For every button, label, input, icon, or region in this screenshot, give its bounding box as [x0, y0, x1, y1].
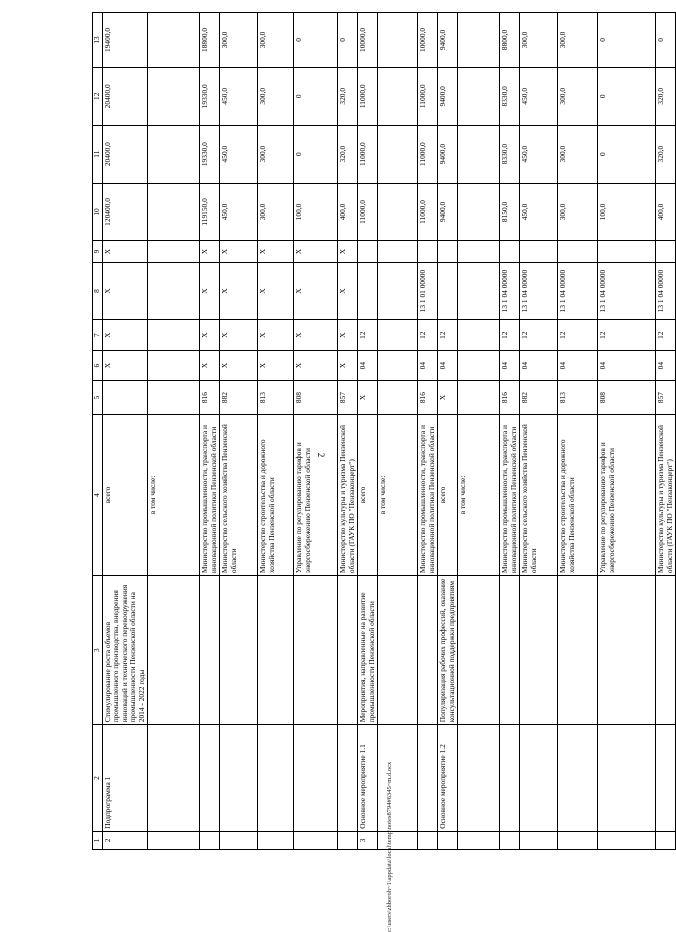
table-cell: 816 — [500, 381, 520, 414]
table-cell — [148, 831, 200, 849]
table-cell — [656, 831, 676, 849]
table-cell — [656, 576, 676, 725]
table-cell: 300,0 — [258, 13, 294, 68]
table-cell — [258, 576, 294, 725]
table-cell: в том числе: — [148, 414, 200, 575]
table-cell: X — [438, 381, 458, 414]
table-cell — [220, 576, 258, 725]
table-cell: 04 — [558, 350, 598, 380]
table-cell: 0 — [598, 125, 656, 183]
table-cell: 13 1 04 00000 — [500, 262, 520, 320]
table-cell — [258, 725, 294, 832]
table-cell — [148, 125, 200, 183]
table-cell: 18800,0 — [200, 13, 220, 68]
table-cell: X — [102, 350, 148, 380]
table-cell — [458, 183, 500, 241]
table-cell: 400,0 — [656, 183, 676, 241]
table-cell — [418, 576, 438, 725]
table-cell — [378, 350, 418, 380]
table-cell: 13 1 04 00000 — [598, 262, 656, 320]
table-cell: 100,0 — [294, 183, 338, 241]
table-cell: X — [338, 262, 358, 320]
table-cell — [338, 725, 358, 832]
table-row — [294, 13, 338, 850]
table-cell: 10000,0 — [418, 13, 438, 68]
table-cell — [258, 831, 294, 849]
table-cell — [102, 381, 148, 414]
table-cell: Министерство промышленности, транспорта и инновационной политики Пензенской области — [200, 414, 220, 575]
column-number-cell: 2 — [93, 725, 103, 832]
table-cell: 19330,0 — [200, 125, 220, 183]
table-row — [520, 13, 558, 850]
table-cell: 882 — [220, 381, 258, 414]
table-cell: Министерство сельского хозяйства Пензенской области — [220, 414, 258, 575]
table-cell — [378, 725, 418, 832]
table-cell — [598, 576, 656, 725]
table-row — [656, 13, 676, 850]
header-row — [93, 13, 103, 850]
table-cell: X — [358, 381, 378, 414]
table-cell: всего — [102, 414, 148, 575]
table-cell: X — [338, 241, 358, 262]
table-cell: 450,0 — [220, 67, 258, 125]
table-cell: 11000,0 — [358, 183, 378, 241]
table-cell: 13 1 04 00000 — [656, 262, 676, 320]
budget-table — [92, 12, 676, 850]
table-cell: 450,0 — [520, 183, 558, 241]
table-cell — [378, 13, 418, 68]
table-cell: Мероприятия, направленные на развитие промышленности Пензенской области — [358, 576, 378, 725]
column-number-cell: 3 — [93, 576, 103, 725]
table-cell: Министерство промышленности, транспорта и инновационной политики Пензенской области — [500, 414, 520, 575]
table-cell — [378, 67, 418, 125]
table-cell: 400,0 — [338, 183, 358, 241]
table-cell: X — [220, 350, 258, 380]
table-cell: Управление по регулированию тарифов и энергосбережению Пензенской области — [294, 414, 338, 575]
table-cell — [200, 725, 220, 832]
table-cell — [438, 241, 458, 262]
table-cell: 882 — [520, 381, 558, 414]
table-row — [102, 13, 148, 850]
table-cell: 300,0 — [258, 67, 294, 125]
table-cell — [458, 262, 500, 320]
table-cell: 20400,0 — [102, 125, 148, 183]
table-cell — [378, 831, 418, 849]
table-row — [438, 13, 458, 850]
table-cell — [220, 831, 258, 849]
table-cell: Министерство культуры и туризма Пензенской области (ГАУК ПО "Пензаконцерт") — [656, 414, 676, 575]
table-cell: 0 — [294, 67, 338, 125]
table-cell: Министерство культуры и туризма Пензенской области (ГАУК ПО "Пензаконцерт") — [338, 414, 358, 575]
table-cell: X — [338, 350, 358, 380]
table-cell: 20400,0 — [102, 67, 148, 125]
column-number-cell: 8 — [93, 262, 103, 320]
table-cell: 04 — [598, 350, 656, 380]
column-number-cell: 6 — [93, 350, 103, 380]
table-cell — [148, 381, 200, 414]
table-cell: 857 — [338, 381, 358, 414]
table-cell: Стимулирование роста объемов промышленного производства, внедрения инноваций и технического перевооружения промышленности Пензенской области на 2014 - 2022 годы — [102, 576, 148, 725]
table-cell: X — [338, 320, 358, 350]
table-cell — [458, 13, 500, 68]
table-cell — [520, 241, 558, 262]
table-cell — [418, 241, 438, 262]
table-cell: X — [294, 320, 338, 350]
table-cell — [148, 67, 200, 125]
table-cell: 9400,0 — [438, 183, 458, 241]
table-cell: 11000,0 — [358, 67, 378, 125]
table-cell — [148, 320, 200, 350]
table-cell: Основное мероприятие 1.2 — [438, 725, 458, 832]
table-cell: 813 — [258, 381, 294, 414]
table-cell — [200, 831, 220, 849]
table-cell: 300,0 — [258, 183, 294, 241]
table-cell: 12 — [656, 320, 676, 350]
table-cell: 12 — [358, 320, 378, 350]
table-cell: X — [102, 241, 148, 262]
table-cell: 04 — [520, 350, 558, 380]
table-row — [338, 13, 358, 850]
table-cell: 9400,0 — [438, 125, 458, 183]
table-cell: 04 — [656, 350, 676, 380]
table-body — [93, 13, 676, 850]
table-cell: X — [200, 241, 220, 262]
table-cell — [458, 125, 500, 183]
table-cell — [378, 576, 418, 725]
table-cell — [458, 576, 500, 725]
table-cell — [148, 262, 200, 320]
table-cell — [558, 241, 598, 262]
table-row — [500, 13, 520, 850]
table-cell: 10000,0 — [358, 13, 378, 68]
table-cell: 300,0 — [558, 13, 598, 68]
table-cell: Популяризация рабочих профессий, оказание консультационной поддержки предприятиям — [438, 576, 458, 725]
table-cell: X — [294, 241, 338, 262]
table-row — [458, 13, 500, 850]
table-cell: 320,0 — [656, 67, 676, 125]
table-cell: 450,0 — [220, 125, 258, 183]
table-cell — [418, 831, 438, 849]
table-cell — [500, 831, 520, 849]
table-cell — [148, 183, 200, 241]
table-row — [258, 13, 294, 850]
table-cell: 119150,0 — [200, 183, 220, 241]
table-cell: 816 — [418, 381, 438, 414]
table-cell — [148, 576, 200, 725]
table-cell — [458, 725, 500, 832]
table-cell: 300,0 — [258, 125, 294, 183]
table-cell: X — [294, 262, 338, 320]
table-cell: 100,0 — [598, 183, 656, 241]
table-cell: 0 — [294, 13, 338, 68]
table-cell: 300,0 — [220, 13, 258, 68]
table-cell: 8800,0 — [500, 13, 520, 68]
table-cell: 450,0 — [520, 125, 558, 183]
table-cell: 13 1 01 00000 — [418, 262, 438, 320]
table-cell — [148, 241, 200, 262]
page-number: 2 — [316, 452, 326, 458]
column-number-cell: 10 — [93, 183, 103, 241]
table-cell — [220, 725, 258, 832]
table-cell: 11000,0 — [358, 125, 378, 183]
table-cell — [148, 13, 200, 68]
table-cell — [358, 241, 378, 262]
table-cell: 300,0 — [558, 67, 598, 125]
table-cell: 9400,0 — [438, 67, 458, 125]
table-cell: 12 — [418, 320, 438, 350]
footer-file-path: c:\users\zhboroh~1\appdata\local\temp\notes8794#6345~m.d.ocx — [386, 761, 393, 932]
column-number-cell: 9 — [93, 241, 103, 262]
table-cell — [520, 831, 558, 849]
table-cell — [338, 576, 358, 725]
table-cell: X — [220, 320, 258, 350]
table-cell: 450,0 — [220, 183, 258, 241]
table-cell: Министерство сельского хозяйства Пензенской области — [520, 414, 558, 575]
table-cell: 11000,0 — [418, 67, 438, 125]
table-cell — [458, 320, 500, 350]
table-cell: 0 — [338, 13, 358, 68]
table-cell: 320,0 — [338, 125, 358, 183]
table-cell: X — [294, 350, 338, 380]
table-cell: 8330,0 — [500, 67, 520, 125]
column-number-cell: 1 — [93, 831, 103, 849]
table-cell: 04 — [500, 350, 520, 380]
table-row — [378, 13, 418, 850]
table-cell: 19400,0 — [102, 13, 148, 68]
table-cell: 8150,0 — [500, 183, 520, 241]
table-row — [358, 13, 378, 850]
table-cell — [558, 725, 598, 832]
table-row — [598, 13, 656, 850]
table-cell: 450,0 — [520, 67, 558, 125]
table-cell: Министерство строительства и дорожного хозяйства Пензенской области — [258, 414, 294, 575]
table-cell: в том числе: — [378, 414, 418, 575]
table-cell: 0 — [598, 13, 656, 68]
table-cell: Управление по регулированию тарифов и энергосбережению Пензенской области — [598, 414, 656, 575]
table-cell — [458, 381, 500, 414]
table-cell — [438, 262, 458, 320]
table-cell — [294, 831, 338, 849]
table-cell: 300,0 — [558, 125, 598, 183]
table-cell — [148, 725, 200, 832]
table-cell — [378, 125, 418, 183]
table-cell: 816 — [200, 381, 220, 414]
table-cell: 0 — [598, 67, 656, 125]
column-number-cell: 12 — [93, 67, 103, 125]
table-cell: 120400,0 — [102, 183, 148, 241]
table-cell — [200, 576, 220, 725]
table-cell — [598, 831, 656, 849]
column-number-cell: 13 — [93, 13, 103, 68]
table-cell — [458, 831, 500, 849]
table-cell — [520, 576, 558, 725]
table-cell — [148, 350, 200, 380]
table-cell: в том числе: — [458, 414, 500, 575]
table-cell: 0 — [656, 13, 676, 68]
table-cell: 19330,0 — [200, 67, 220, 125]
table-cell: 857 — [656, 381, 676, 414]
table-cell: 04 — [358, 350, 378, 380]
table-cell: 12 — [500, 320, 520, 350]
table-cell: 12 — [438, 320, 458, 350]
table-cell: 13 1 04 00000 — [558, 262, 598, 320]
table-cell — [378, 320, 418, 350]
table-cell — [458, 67, 500, 125]
table-cell: 04 — [438, 350, 458, 380]
table-cell: всего — [438, 414, 458, 575]
table-cell: X — [258, 241, 294, 262]
table-cell: 808 — [294, 381, 338, 414]
table-cell: X — [258, 262, 294, 320]
table-row — [220, 13, 258, 850]
table-cell — [598, 241, 656, 262]
table-cell — [558, 576, 598, 725]
column-number-cell: 5 — [93, 381, 103, 414]
table-cell — [294, 725, 338, 832]
table-cell — [358, 262, 378, 320]
table-cell: Основное мероприятие 1.1 — [358, 725, 378, 832]
table-cell: 2 — [102, 831, 148, 849]
table-cell — [338, 831, 358, 849]
table-cell: 13 1 04 00000 — [520, 262, 558, 320]
table-cell — [598, 725, 656, 832]
table-cell: X — [200, 262, 220, 320]
table-cell: 0 — [294, 125, 338, 183]
table-cell: 320,0 — [338, 67, 358, 125]
table-cell: 12 — [598, 320, 656, 350]
table-cell — [378, 381, 418, 414]
table-cell: Подпрограмма 1 — [102, 725, 148, 832]
table-cell: Министерство промышленности, транспорта и инновационной политики Пензенской области — [418, 414, 438, 575]
table-row — [200, 13, 220, 850]
table-cell: 813 — [558, 381, 598, 414]
table-cell — [558, 831, 598, 849]
table-row — [148, 13, 200, 850]
table-cell — [458, 350, 500, 380]
table-cell — [378, 262, 418, 320]
table-cell — [438, 831, 458, 849]
table-cell: X — [258, 320, 294, 350]
table-cell — [500, 241, 520, 262]
table-cell — [520, 725, 558, 832]
table-cell: 11000,0 — [418, 183, 438, 241]
table-cell: 11000,0 — [418, 125, 438, 183]
table-cell: Министерство строительства и дорожного хозяйства Пензенской области — [558, 414, 598, 575]
rotated-table-wrapper — [92, 12, 674, 850]
table-cell: 8330,0 — [500, 125, 520, 183]
table-cell: 3 — [358, 831, 378, 849]
column-number-cell: 7 — [93, 320, 103, 350]
column-number-cell: 11 — [93, 125, 103, 183]
table-cell: X — [102, 262, 148, 320]
table-cell — [458, 241, 500, 262]
table-cell: 300,0 — [558, 183, 598, 241]
table-cell — [418, 725, 438, 832]
table-cell — [378, 183, 418, 241]
table-cell: 12 — [558, 320, 598, 350]
table-cell: 320,0 — [656, 125, 676, 183]
table-cell: X — [200, 350, 220, 380]
column-number-cell: 4 — [93, 414, 103, 575]
table-cell: всего — [358, 414, 378, 575]
table-row — [558, 13, 598, 850]
table-cell: 12 — [520, 320, 558, 350]
table-cell — [500, 725, 520, 832]
table-cell: 04 — [418, 350, 438, 380]
table-row — [418, 13, 438, 850]
table-cell: X — [220, 262, 258, 320]
table-cell: X — [220, 241, 258, 262]
table-cell: 9400,0 — [438, 13, 458, 68]
table-cell: X — [200, 320, 220, 350]
table-cell — [500, 576, 520, 725]
table-cell — [656, 241, 676, 262]
table-cell: X — [258, 350, 294, 380]
table-cell — [378, 241, 418, 262]
table-cell: 300,0 — [520, 13, 558, 68]
table-cell — [294, 576, 338, 725]
table-cell — [656, 725, 676, 832]
table-cell: X — [102, 320, 148, 350]
table-cell: 808 — [598, 381, 656, 414]
